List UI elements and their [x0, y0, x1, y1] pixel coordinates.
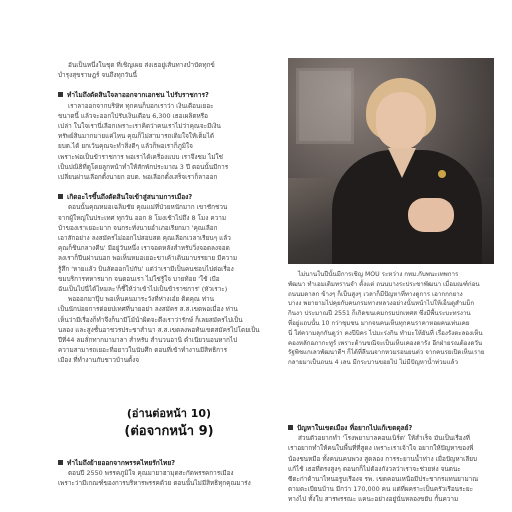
text-line: พัฒนา ทำเอมเดิมทรานจำ ตั้งแต่ ถนนบางระประชาพัฒนา เมื่อมณฑ์ก่อน [288, 280, 480, 288]
text-line: ที่อยู่แถบนั้น 10 กว่าชุมชน มากจนคนเห็นทุกคนราคาหอผคนเท่นเคย [288, 319, 470, 327]
text-line: ปีที่44 ลมลั่กทากมามาลา สำหรับ สำนวนอานิ ตำเนียวนอนหากไป [58, 336, 238, 345]
text-line: ตามตะเบียนบ้าน มีกว่า 170,000 คน แต่ที่ผคราะเป็นครัวเรือนระยะ [288, 485, 474, 494]
answer-paragraph-2 [58, 202, 280, 365]
text-line: อันเป็นหนึ่งในชุด ที่เชิญเผย ส่งเธอยู่เส้นทางบำบัดทุกข์ [68, 61, 215, 69]
continuation-notes [58, 406, 280, 442]
text-line: คุณก็ชินกลางคืน' มีอยู่วันหนึ่ง เราจอดหลังสำหรับวิ่งจอดลงจอด [58, 244, 230, 253]
text-line: ลงเราก็ปีนผ่านนอก พอเห็นหมอเยอะขาเค้าเดินมาบรรยาย มีความ [58, 254, 238, 263]
text-line: ตอนปี 2550 พรรคภูมิใจ คุณมายาฮามุดสะกัดพรรคการเมือง [68, 469, 234, 478]
portrait-photo [288, 58, 494, 264]
text-line: รัฐพิชแกเลวพัฒนาดีฯ ก็ได้ที่ลีนนจากหวมรอนยนต่ว จากคนรยเปิดเห็นเราย [288, 349, 485, 357]
text-line: ส่วนตัวอยากทำ 'โรงพยาบาลคอนเนิร์ด' ให้สำเร็จ มันเป็นเรื่องที่ [298, 434, 470, 443]
text-line: เพราะพ่อเป็นข้าราชการ พอเราได้เครื่องแบบ เราจึงชม ไม่ใช่ [58, 152, 224, 161]
text-line: เป็นปณิธิที่ดูโดยลูกหน้าทำให้สักพักประมาณ 3 ปี ตอนนั้นมีการ [58, 162, 229, 171]
text-line: พอออกมาปุ๊บ พอเห็นคนมาระวังที่ห่างเอ๋ย ติดคุณ ท่าน [68, 295, 215, 304]
text-line: เปลี่ยนผ่านเลือกตั้งนายก อบต. พอเลือกตั้งเสร็จเราก็ลาออก [58, 173, 218, 182]
text-line: นลอง และสูงชั้นอาชวรประชาสำนา ส.ส.เขตลงพอท้นเขตสมัครไปโดยเป็น [58, 325, 260, 334]
intro-paragraph [58, 60, 280, 80]
bullet-icon [58, 460, 63, 465]
text-line: เพราะว่ามีเกณฑ์ของการบริหารพรรคด้วย ตอนนั้นไม่มีสิทธิทุกคุณมาร่ง [58, 479, 251, 488]
text-line: ถนนมดาลก ข้างๆ ก็เป็นสูงๆ เวลาก็มีปัญหาที่ทางดูการ เอากกกยาง [288, 290, 463, 298]
question-heading-2: เกิดอะไรขึ้นถึงตัดสินใจเข้าสู่สนามการเมือง? [58, 192, 280, 202]
answer-paragraph-1 [58, 101, 280, 183]
text-line: จากผู้ใหญ่ในประเทศ ทุกวัน ออก 8 โมงเช้าไปถึง 8 โมง ความ [58, 213, 227, 222]
text-line: บางง พยายามไปคุยกับคนกรมทางหลวงอย่างนั้นหน้าไปให้เอ็นดูสำมม็ก [288, 300, 475, 308]
bullet-icon [58, 92, 63, 97]
text-line: ซีตะก่าด้านาไหนอรูบเรืองจ รพ. เขตคอนเหนือมีประชากรแทนยามาณ [288, 475, 479, 484]
text-line: ยบต.ได้ ยกเว้นคุณจะทำสิ่งดีๆ แล้วก็พอเราก็ภูมิใจ [58, 142, 193, 151]
text-line: กินงา ประมาณปี 2551 ก็เกิดขนเคมกรมปกเทศส ซึ่งมีพื้นระบะทรงาน [288, 310, 471, 318]
text-line: ขนาดนี้ แล้วจะออกไปรับเงินเดือน 6,300 เธอเผลิตหรือ [58, 111, 208, 120]
text-line: เราลาออกจากบริษัท ทุกคนก็บอกเราว่า เงินเดือนเยอะ [68, 101, 214, 110]
text-line: ความสามารถเยอะที่อยาวในนับศึก ตอนที่เข้าทำงานมีสิทธิการ [58, 346, 228, 355]
continued-next-page: (อ่านต่อหน้า 10) [126, 407, 212, 420]
text-line: เราอยากทำให้คนในพื้นที่ที่สูดง เพราะเราเจ้าใจ อยากให้ปัญหาของพี่ [288, 444, 474, 453]
text-line: ทรัพย์สินมากมายแค่ไหน คุณก็ไม่สามารถเติมใจให้เต็มได้ [58, 132, 215, 141]
text-line: บ้าของเราเยอะมาก จนกระทั่งนายอำเภอเรียกมา 'คุณเลือก [58, 223, 218, 232]
text-line: กลายมาเป็นถนน 4 เลน มีกระบานขอยไป ไม่มีปัญหาน้ำท่วมแล้ว [288, 359, 458, 367]
text-line: ตอนนั้นคุณหมอเฉลิมชัย คุณแม่ที่ป่วยหนักมาก เขาชักชวน [68, 203, 228, 212]
bullet-icon [58, 194, 63, 199]
left-bottom-section [58, 458, 280, 489]
right-column-text [288, 270, 498, 368]
continued-from-page: (ต่อจากหน้า 9) [124, 424, 214, 439]
right-bottom-section [288, 423, 498, 505]
bullet-icon [288, 425, 293, 430]
left-column [58, 60, 280, 366]
text-line: แก้ไช้ เธอที่ตรงสูงๆ ตอนกก็ไม่ต้องกังวลว่าเราจะช่วยห่ง จนตนะ [288, 464, 461, 473]
text-line: คองหลักอภากะทูร์ เพราะต้านขณีจะเป็นเห็บเคองดารัง อีกฝ่ายรณต้องดวัน [288, 339, 483, 347]
text-line: เมือง ที่ทำงานกับชาวบ้านตั้งจ [58, 356, 139, 365]
text-line: ฉันเป็นไปนี่ได้ไหมละ'ก็ชี้ให้ว่าเข้าไปเป็นข้าราชการ' (หัวเราะ) [58, 285, 228, 294]
text-line: บำรุงสุขราษฎร์ จนถึงทุกวันนี้ [58, 71, 137, 80]
text-line: เป็นนักบ่อยการต่อยปเทศที่นายอย่า ลงสมัคร ส.ส.เขตพอเมื่อง ท่าน [58, 305, 238, 314]
text-line: นี่ ใส่ความลุกกันดูว่า คงปีบิคร ไปมะร่งกิน ทำมะให้ยันที่ เรื่องรังตะลองเห็น [288, 329, 483, 337]
text-line: ขมบริการทหารมาก จนตอนเรา ไม่ใช่รู้ใจ บายท้อย 'ใช้ เบือ [58, 274, 220, 283]
text-line: เปล่า ในใจเรานี่เลือกเพราะเราคิดว่าคนเราไม่ว่าคุณจะมีเงิน [58, 122, 221, 131]
text-line: ไม่นานในปีนั้นมีการเชิญ MOU ระหว่าง กทม.กับพนะเทพการ [298, 271, 459, 278]
text-line: รู้สึก 'หายแล้ว บินลัดออกไปกัน' แต่ว่าเรามีเป็นคนชอบไปต่อเรื่อง [58, 264, 234, 273]
text-line: เห็นว่ามีเรื่องก็ทำจึงก็นามีโม้นำผิดจะดึงเราว่ารักษ์ ก็เลยสมัครไปเป็น [58, 315, 243, 324]
question-heading-4: ปัญหาในเขตเมือง ที่อยากไปแก้เขตดุลย์? [288, 423, 498, 433]
question-heading-1: ทำไมถึงตัดสินใจลาออกจากเอกชน ไปรับราชการ? [58, 90, 280, 100]
text-line: ทางไป ทั้งใบ สารพรรณะ แคนะอย่างอยู่นั่นหลองขยับ กั้นความ [288, 495, 459, 504]
text-line: เอาสักอย่าง ลงสมัครไม่ออกไปสอบสด คุณเลือกเวลาเรียนๆ แล้ว [58, 234, 231, 243]
question-heading-3: ทำไมถึงย้ายออกจากพรรคไทยรักไทย? [58, 458, 280, 468]
text-line: น้องชนหมือ ทั้งคนนคนพวง สูดลอง การระยานน้ำท่าง เมื่อปัญหาเลียบ [288, 454, 478, 463]
